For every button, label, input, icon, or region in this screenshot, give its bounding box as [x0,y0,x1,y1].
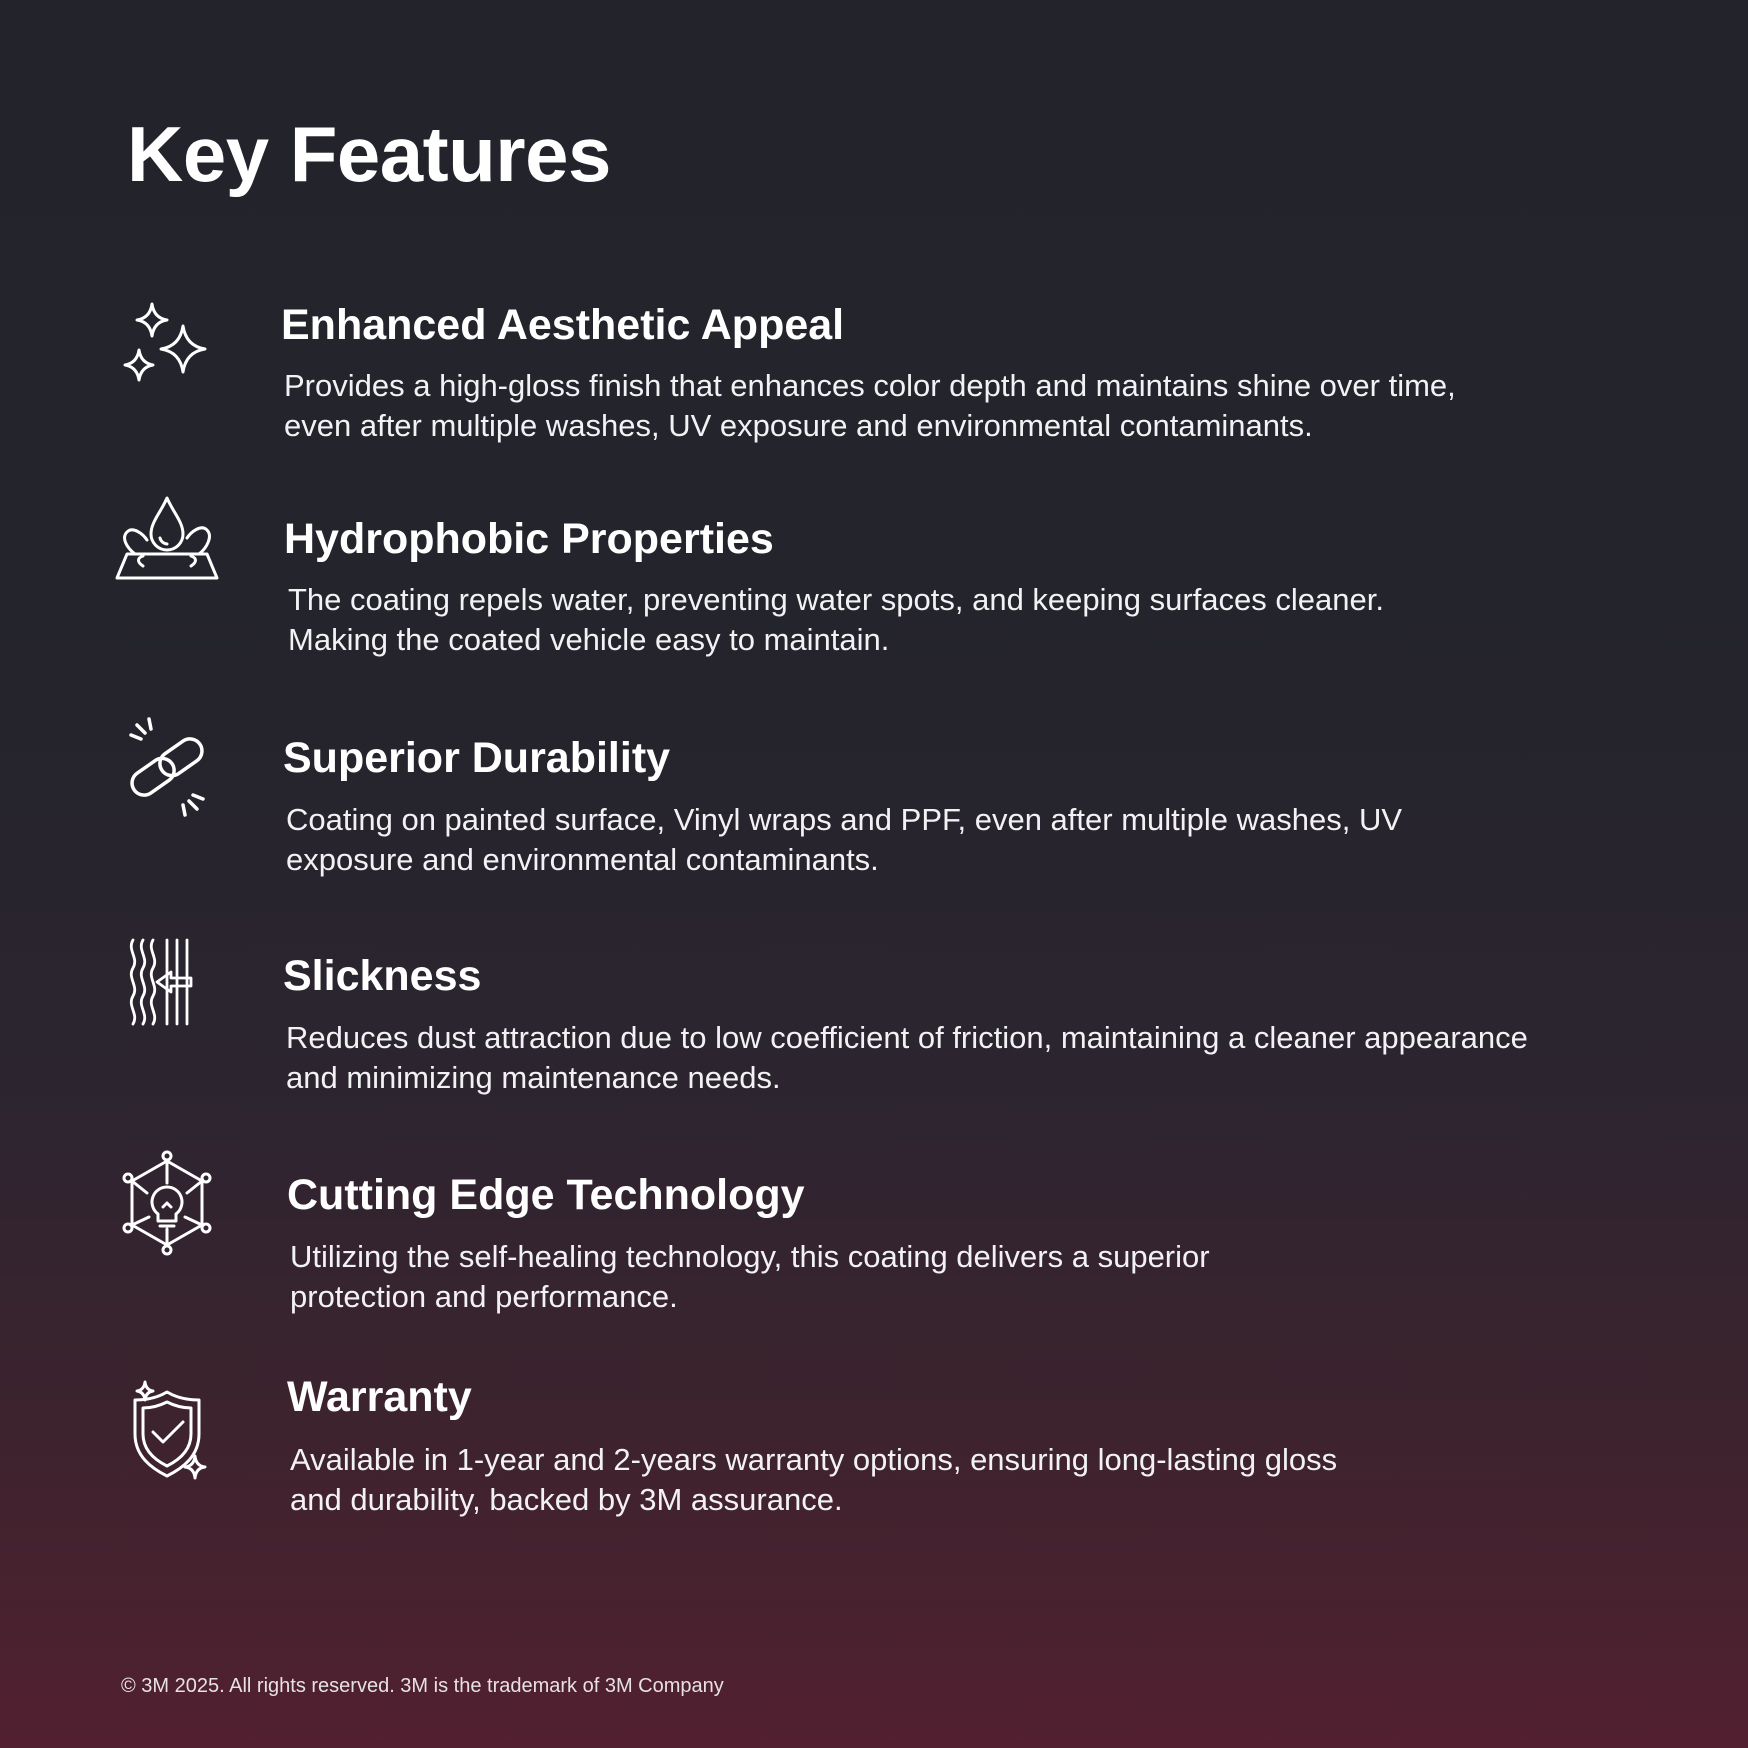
feature-description-line: Available in 1-year and 2-years warranty options, ensuring long-lasting gloss [290,1442,1338,1477]
feature-description-line: The coating repels water, preventing water spots, and keeping surfaces cleaner. [288,582,1384,617]
feature-title: Enhanced Aesthetic Appeal [281,301,845,349]
copyright-footer: © 3M 2025. All rights reserved. 3M is the trademark of 3M Company [121,1675,724,1697]
feature-description-line: and durability, backed by 3M assurance. [290,1482,843,1517]
feature-description-line: exposure and environmental contaminants. [286,842,879,877]
feature-description-line: Coating on painted surface, Vinyl wraps and PPF, even after multiple washes, UV [286,802,1403,837]
feature-description [288,580,1698,660]
page-title: Key Features [127,110,611,198]
feature-description-line: Reduces dust attraction due to low coefficient of friction, maintaining a cleaner appearance [286,1020,1528,1055]
feature-description [286,800,1696,880]
sparkle-icon [107,286,227,406]
feature-description-line: and minimizing maintenance needs. [286,1060,781,1095]
feature-description [290,1237,1700,1317]
chain-link-icon [107,707,227,827]
feature-description [286,1018,1696,1098]
shield-check-icon [107,1372,227,1492]
feature-description-line: Making the coated vehicle easy to maintain. [288,622,890,657]
feature-description-line: Provides a high-gloss finish that enhances color depth and maintains shine over time, [284,368,1456,403]
feature-title: Hydrophobic Properties [284,515,774,563]
feature-title: Slickness [283,952,482,1000]
feature-title: Superior Durability [283,734,671,782]
slick-flow-icon [107,922,227,1042]
feature-description-line: Utilizing the self-healing technology, this coating delivers a superior [290,1239,1210,1274]
feature-title: Cutting Edge Technology [287,1171,805,1219]
feature-description-line: even after multiple washes, UV exposure and environmental contaminants. [284,408,1313,443]
lightbulb-network-icon [107,1143,227,1263]
feature-description [290,1440,1700,1520]
feature-description-line: protection and performance. [290,1279,678,1314]
feature-title: Warranty [287,1373,472,1421]
feature-description [284,366,1694,446]
water-drop-icon [107,480,227,600]
